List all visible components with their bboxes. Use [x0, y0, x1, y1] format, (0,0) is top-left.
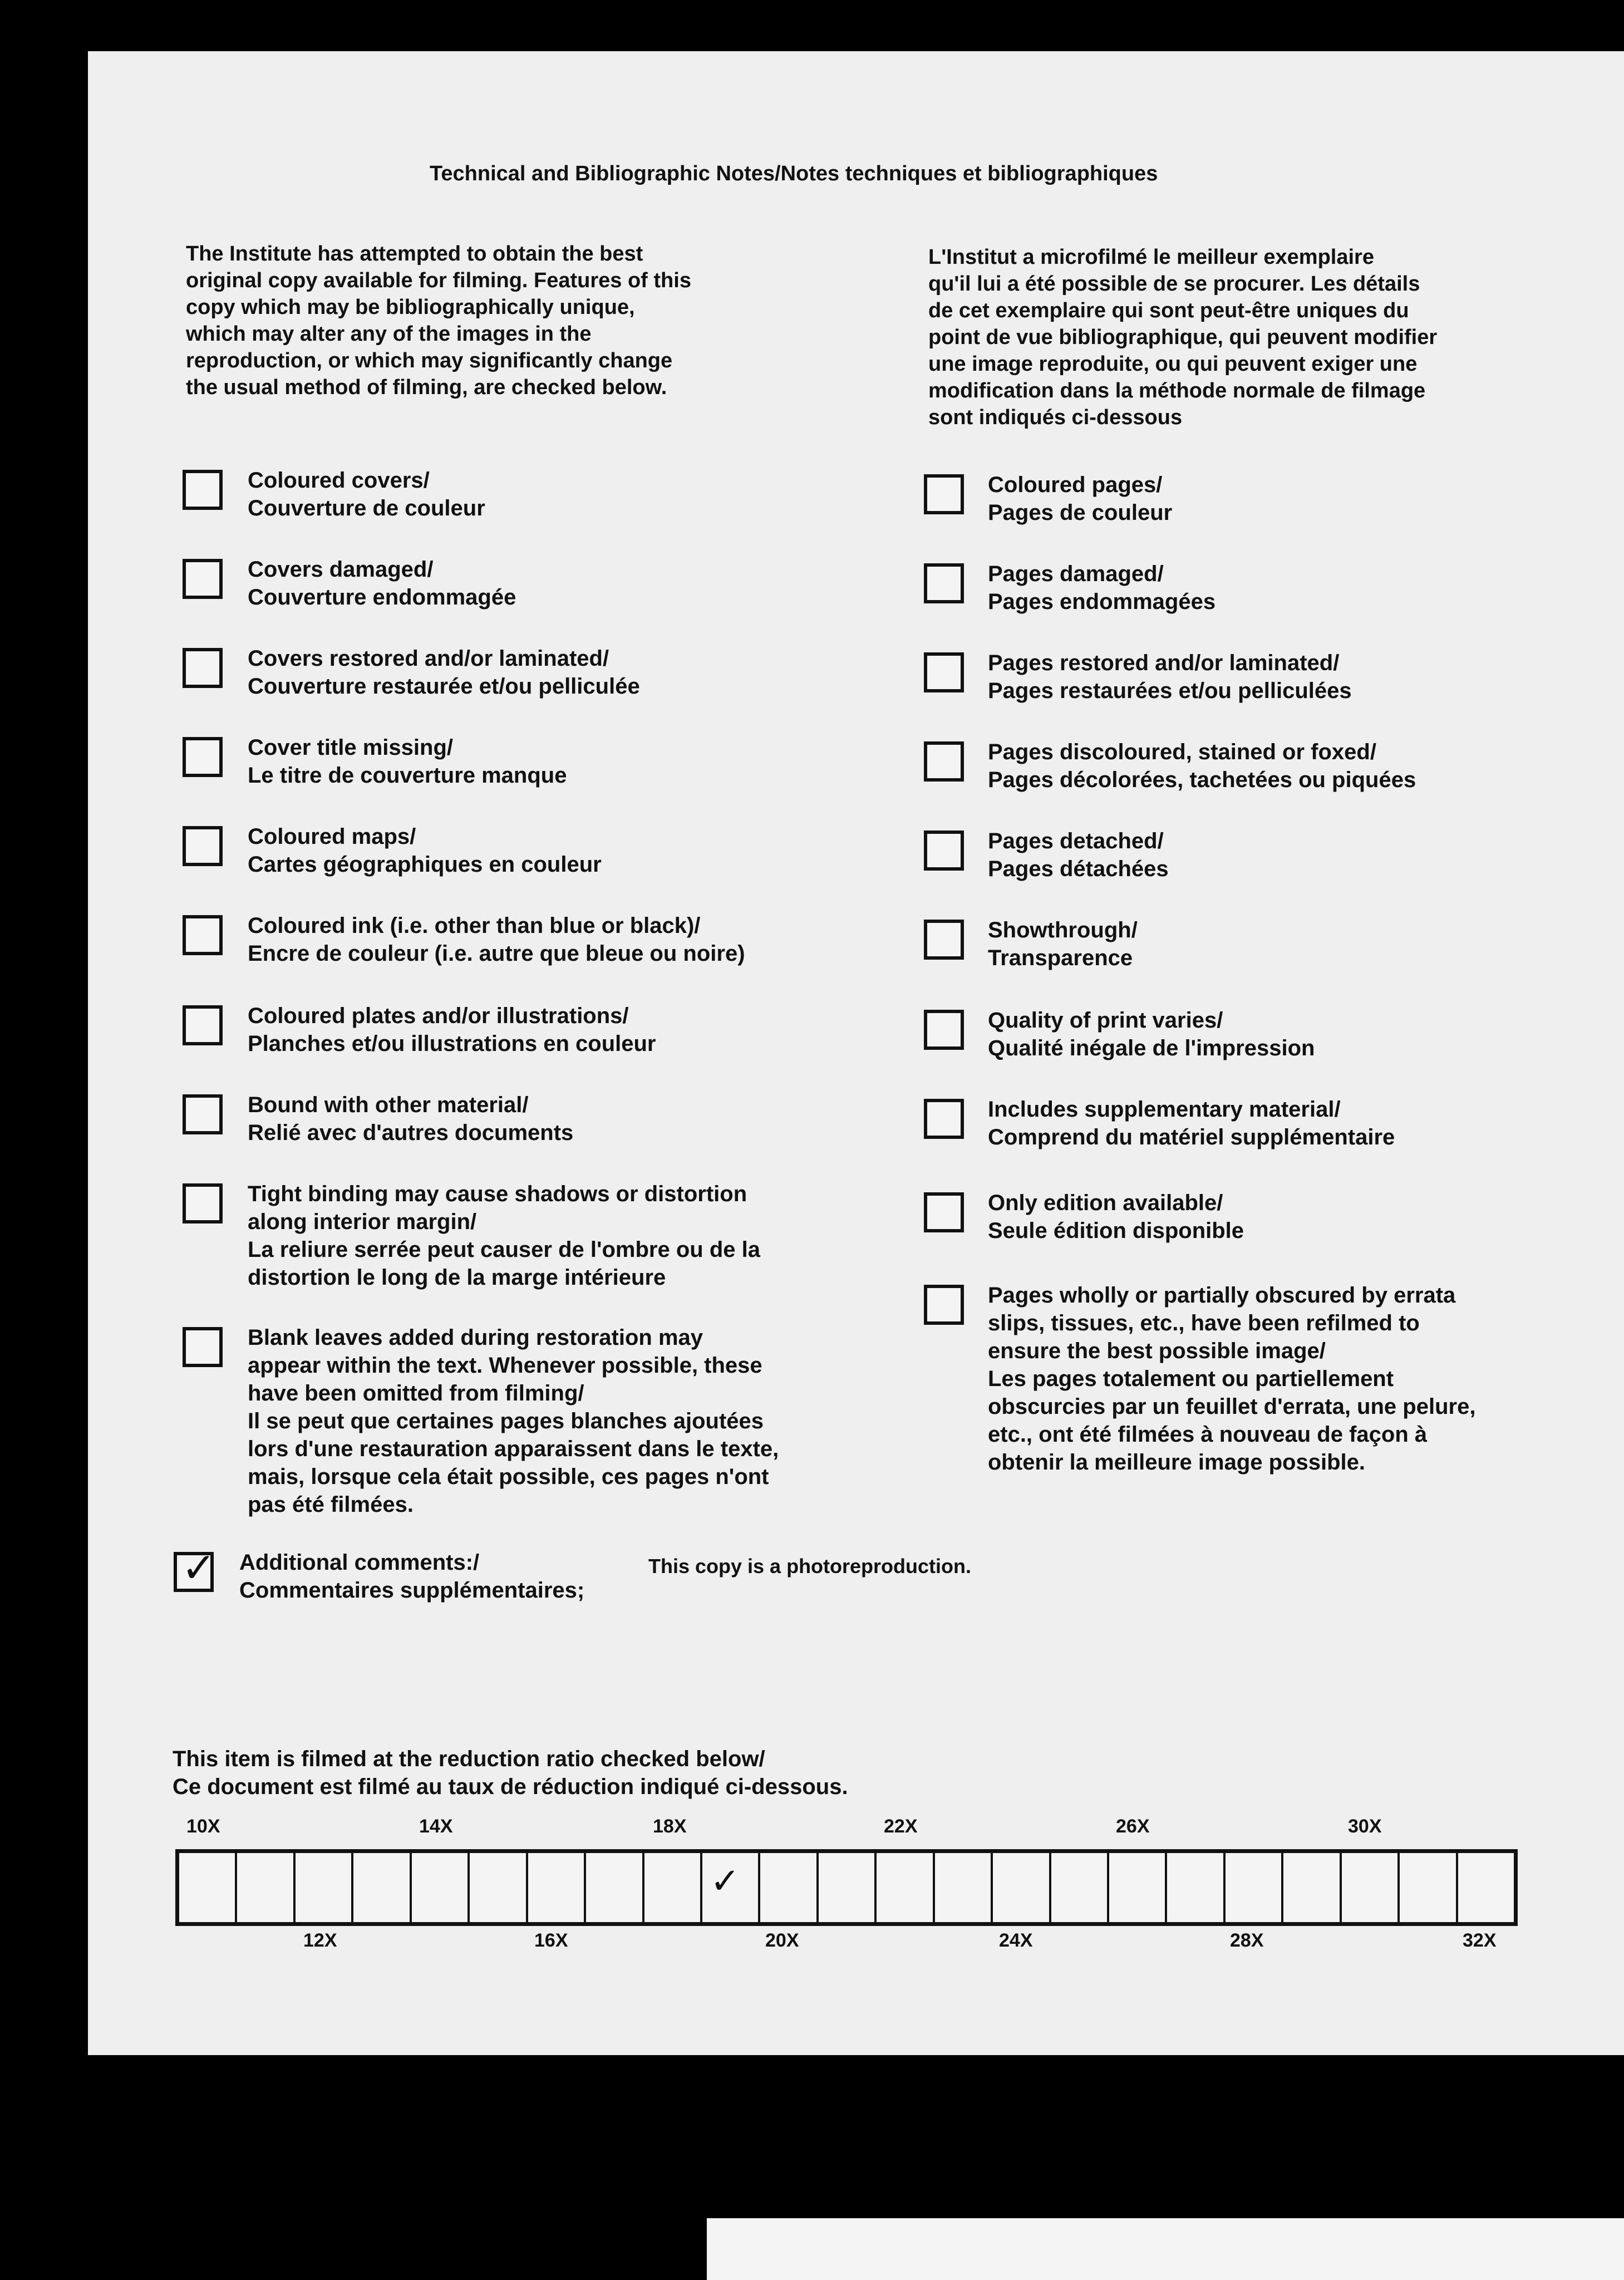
ratio-label: 26X	[1116, 1816, 1150, 1837]
comments-label	[239, 1549, 584, 1604]
ratio-label: 22X	[884, 1816, 918, 1837]
item-line: Couverture restaurée et/ou pelliculée	[248, 674, 640, 699]
right-item-label	[988, 1189, 1244, 1245]
item-line: Cartes géographiques en couleur	[248, 852, 602, 877]
left-item-label	[248, 823, 602, 878]
item-line: Seule édition disponible	[988, 1218, 1244, 1243]
item-line: Comprend du matériel supplémentaire	[988, 1125, 1395, 1149]
ratio-cell[interactable]	[644, 1853, 702, 1922]
left-item-label	[248, 1180, 760, 1291]
item-line: slips, tissues, etc., have been refilmed to	[988, 1311, 1420, 1335]
item-line: Les pages totalement ou partiellement	[988, 1367, 1394, 1391]
item-line: Pages wholly or partially obscured by errata	[988, 1283, 1456, 1308]
right-item-label	[988, 1095, 1395, 1151]
right-item-label	[988, 1006, 1315, 1062]
ratio-cell[interactable]	[1167, 1853, 1225, 1922]
left-item-label	[248, 645, 640, 700]
left-item-label	[248, 1091, 573, 1147]
item-line: Pages détachées	[988, 857, 1169, 881]
item-line: Coloured pages/	[988, 473, 1163, 497]
left-checkbox[interactable]	[183, 915, 223, 955]
item-line: Blank leaves added during restoration may	[248, 1325, 703, 1350]
right-item-label	[988, 471, 1172, 527]
intro-line: L'Institut a microfilmé le meilleur exemplaire	[928, 245, 1374, 269]
ratio-cell[interactable]	[179, 1853, 237, 1922]
item-line: Includes supplementary material/	[988, 1097, 1341, 1122]
intro-line: reproduction, or which may significantly change	[186, 349, 673, 372]
intro-line: sont indiqués ci-dessous	[928, 406, 1183, 429]
item-line: Couverture endommagée	[248, 585, 516, 610]
ratio-cell[interactable]	[1283, 1853, 1341, 1922]
right-checkbox[interactable]	[924, 474, 964, 514]
item-line: lors d'une restauration apparaissent dans le texte,	[248, 1437, 779, 1461]
ratio-label: 10X	[186, 1816, 220, 1837]
right-checkbox[interactable]	[924, 1010, 964, 1050]
right-item-label	[988, 560, 1215, 616]
item-line: Pages damaged/	[988, 562, 1164, 586]
reduction-line-fr: Ce document est filmé au taux de réduction indiqué ci-dessous.	[173, 1775, 848, 1799]
comments-note: This copy is a photoreproduction.	[648, 1555, 972, 1578]
ratio-cell[interactable]	[935, 1853, 993, 1922]
item-line: Coloured maps/	[248, 824, 416, 849]
intro-line: original copy available for filming. Features of this	[186, 269, 691, 292]
item-line: mais, lorsque cela était possible, ces pages n'ont	[248, 1465, 769, 1489]
item-line: Pages décolorées, tachetées ou piquées	[988, 768, 1416, 792]
intro-line: modification dans la méthode normale de filmage	[928, 379, 1426, 402]
ratio-cell[interactable]	[1342, 1853, 1400, 1922]
item-line: Tight binding may cause shadows or distortion	[248, 1182, 747, 1206]
ratio-label: 20X	[765, 1930, 799, 1951]
reduction-ratio-text	[173, 1745, 848, 1801]
left-checkbox[interactable]	[183, 737, 223, 777]
ratio-label: 32X	[1463, 1930, 1497, 1951]
item-line: distortion le long de la marge intérieure	[248, 1265, 666, 1290]
intro-line: point de vue bibliographique, qui peuvent modifier	[928, 326, 1438, 349]
item-line: Transparence	[988, 946, 1133, 970]
item-line: obtenir la meilleure image possible.	[988, 1450, 1365, 1475]
right-item-label	[988, 649, 1352, 705]
right-checkbox[interactable]	[924, 1285, 964, 1325]
ratio-cell[interactable]	[1226, 1853, 1283, 1922]
item-line: Couverture de couleur	[248, 496, 485, 520]
intro-line: the usual method of filming, are checked below.	[186, 376, 667, 399]
ratio-cell[interactable]	[993, 1853, 1051, 1922]
ratio-cell[interactable]	[586, 1853, 644, 1922]
item-line: Il se peut que certaines pages blanches ajoutées	[248, 1409, 764, 1433]
item-line: pas été filmées.	[248, 1492, 414, 1517]
left-checkbox[interactable]	[183, 1005, 223, 1045]
ratio-cell[interactable]	[877, 1853, 934, 1922]
item-line: appear within the text. Whenever possible, these	[248, 1353, 762, 1378]
right-checkbox[interactable]	[924, 831, 964, 871]
intro-line: qu'il lui a été possible de se procurer. Les détails	[928, 272, 1420, 296]
ratio-label: 12X	[303, 1930, 337, 1951]
item-line: Qualité inégale de l'impression	[988, 1036, 1315, 1060]
intro-line: The Institute has attempted to obtain the best	[186, 242, 643, 266]
right-checkbox[interactable]	[924, 563, 964, 603]
comments-checkbox[interactable]	[174, 1545, 216, 1592]
ratio-label: 18X	[653, 1816, 687, 1837]
paper-strip	[707, 2218, 1624, 2280]
left-checkbox[interactable]	[183, 1327, 223, 1367]
intro-line: which may alter any of the images in the	[186, 322, 592, 346]
right-item-label	[988, 916, 1138, 972]
checkmark-icon: ✓	[710, 1861, 740, 1901]
item-line: Coloured covers/	[248, 468, 430, 493]
right-item-label	[988, 827, 1169, 883]
reduction-line-en: This item is filmed at the reduction ratio checked below/	[173, 1747, 765, 1771]
item-line: Covers damaged/	[248, 557, 434, 582]
item-line: Quality of print varies/	[988, 1008, 1223, 1033]
item-line: Covers restored and/or laminated/	[248, 646, 609, 671]
item-line: Le titre de couverture manque	[248, 763, 567, 788]
reduction-ratio-grid	[175, 1849, 1518, 1926]
ratio-cell[interactable]	[1051, 1853, 1109, 1922]
ratio-cell[interactable]	[353, 1853, 411, 1922]
ratio-cell[interactable]	[412, 1853, 470, 1922]
ratio-cell[interactable]	[237, 1853, 295, 1922]
right-checkbox[interactable]	[924, 1099, 964, 1139]
ratio-label: 24X	[999, 1930, 1033, 1951]
item-line: Encre de couleur (i.e. autre que bleue ou noire)	[248, 941, 745, 966]
item-line: Coloured plates and/or illustrations/	[248, 1004, 629, 1028]
ratio-cell[interactable]	[1458, 1853, 1514, 1922]
item-line: Cover title missing/	[248, 735, 453, 760]
item-line: Planches et/ou illustrations en couleur	[248, 1031, 656, 1056]
left-checkbox[interactable]	[183, 648, 223, 688]
comments-label-en: Additional comments:/	[239, 1550, 480, 1575]
ratio-cell[interactable]	[702, 1853, 760, 1922]
right-item-label	[988, 1281, 1475, 1476]
item-line: Pages detached/	[988, 829, 1164, 853]
item-line: Pages de couleur	[988, 500, 1173, 525]
item-line: Showthrough/	[988, 918, 1138, 942]
ratio-label: 16X	[534, 1930, 568, 1951]
item-line: Pages endommagées	[988, 589, 1216, 614]
checkmark-icon: ✓	[181, 1545, 216, 1591]
left-item-label	[248, 734, 567, 789]
left-item-label	[248, 912, 745, 967]
item-line: Pages restored and/or laminated/	[988, 651, 1340, 675]
left-item-label	[248, 1002, 656, 1058]
item-line: Coloured ink (i.e. other than blue or black)/	[248, 913, 701, 938]
ratio-label: 14X	[419, 1816, 453, 1837]
ratio-cell[interactable]	[1400, 1853, 1458, 1922]
ratio-cell[interactable]	[819, 1853, 877, 1922]
intro-line: une image reproduite, ou qui peuvent exiger une	[928, 352, 1418, 376]
right-checkbox[interactable]	[924, 741, 964, 782]
ratio-cell[interactable]	[528, 1853, 586, 1922]
right-checkbox[interactable]	[924, 1192, 964, 1232]
left-checkbox[interactable]	[183, 826, 223, 866]
intro-english	[186, 240, 691, 401]
item-line: along interior margin/	[248, 1210, 477, 1234]
ratio-cell[interactable]	[760, 1853, 818, 1922]
page-title: Technical and Bibliographic Notes/Notes techniques et bibliographiques	[430, 162, 1158, 185]
right-checkbox[interactable]	[924, 920, 964, 960]
left-item-label	[248, 466, 485, 522]
left-checkbox[interactable]	[183, 470, 223, 510]
intro-line: copy which may be bibliographically unique,	[186, 296, 635, 319]
left-checkbox[interactable]	[183, 559, 223, 599]
left-item-label	[248, 556, 516, 611]
item-line: Pages discoloured, stained or foxed/	[988, 740, 1376, 764]
right-item-label	[988, 738, 1416, 794]
left-checkbox[interactable]	[183, 1094, 223, 1134]
right-checkbox[interactable]	[924, 652, 964, 692]
ratio-label: 30X	[1348, 1816, 1382, 1837]
item-line: Relié avec d'autres documents	[248, 1121, 574, 1145]
item-line: Pages restaurées et/ou pelliculées	[988, 679, 1352, 703]
intro-line: de cet exemplaire qui sont peut-être uniques du	[928, 299, 1409, 322]
left-checkbox[interactable]	[183, 1183, 223, 1223]
left-item-label	[248, 1324, 779, 1519]
ratio-cell[interactable]	[296, 1853, 353, 1922]
item-line: have been omitted from filming/	[248, 1381, 584, 1406]
item-line: etc., ont été filmées à nouveau de façon à	[988, 1422, 1428, 1447]
item-line: La reliure serrée peut causer de l'ombre ou de la	[248, 1237, 760, 1262]
comments-label-fr: Commentaires supplémentaires;	[239, 1578, 585, 1603]
ratio-label: 28X	[1230, 1930, 1264, 1951]
item-line: ensure the best possible image/	[988, 1339, 1326, 1363]
ratio-cell[interactable]	[470, 1853, 528, 1922]
item-line: Only edition available/	[988, 1191, 1223, 1215]
ratio-cell[interactable]	[1109, 1853, 1167, 1922]
item-line: Bound with other material/	[248, 1093, 529, 1117]
item-line: obscurcies par un feuillet d'errata, une pelure,	[988, 1394, 1476, 1419]
intro-french	[928, 244, 1437, 431]
